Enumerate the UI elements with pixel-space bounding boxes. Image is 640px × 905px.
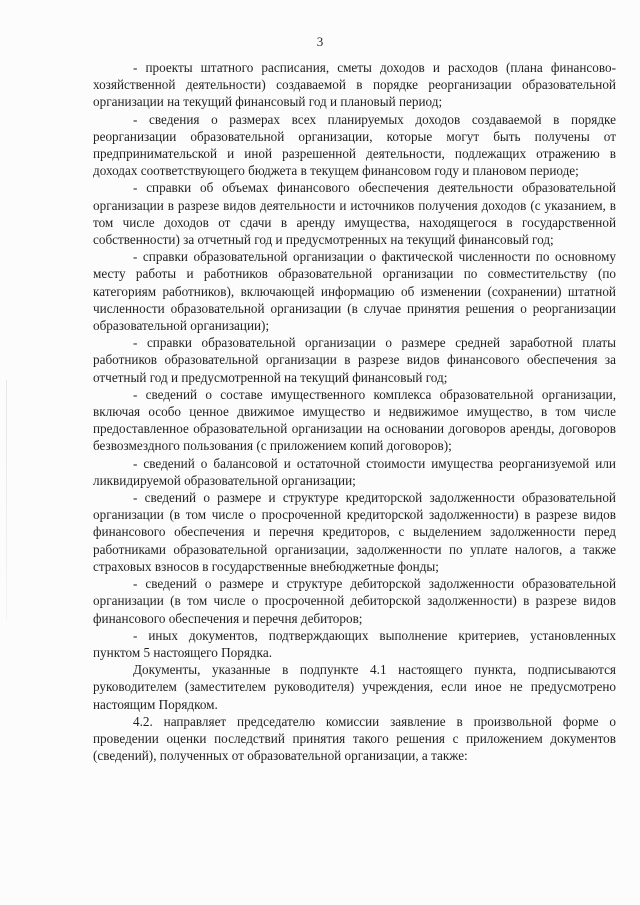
page-number: 3 bbox=[316, 34, 324, 49]
paragraph-signing: Документы, указанные в подпункте 4.1 настоящего пункта, подписываются руководителем (заместителем руководителя) учреждения, если иное не предусмотрено настоящим Порядком. bbox=[93, 662, 616, 712]
paragraph-receivables: - сведений о размере и структуре дебиторской задолженности образовательной организации (в том числе о просроченной дебиторской задолженности) в разрезе видов финансового обеспечения и перечня дебиторов; bbox=[93, 576, 616, 626]
paragraph-staff-schedule: - проекты штатного расписания, сметы доходов и расходов (плана финансово-хозяйственной деятельности) создаваемой в порядке реорганизации образовательной организации на текущий финансовый год и плановый период; bbox=[93, 60, 616, 110]
paragraph-property-complex: - сведений о составе имущественного комплекса образовательной организации, включая особо ценное движимое имущество и недвижимое имущество, в том числе предоставленное образовательной организации на основании договоров аренды, договоров безвозмездного пользования (с приложением копий договоров); bbox=[93, 386, 616, 454]
paragraph-financing-volume: - справки об объемах финансового обеспечения деятельности образовательной организации в разрезе видов деятельности и источников получения доходов (с указанием, в том числе доходов от сдачи в аренду имущества, находящегося в государственной собственности) за отчетный год и предусмотренных на текущий финансовый год; bbox=[93, 180, 616, 248]
scan-margin-shadow bbox=[6, 380, 7, 620]
paragraph-other-documents: - иных документов, подтверждающих выполнение критериев, установленных пунктом 5 настоящего Порядка. bbox=[93, 627, 616, 660]
paragraph-4-2: 4.2. направляет председателю комиссии заявление в произвольной форме о проведении оценки последствий принятия такого решения с приложением документов (сведений), полученных от образовательной организации, а также: bbox=[93, 713, 616, 764]
paragraph-planned-income: - сведения о размерах всех планируемых доходов создаваемой в порядке реорганизации образовательной организации, которые могут быть получены от предпринимательской и иной разрешенной деятельности, подлежащих отражению в доходах соответствующего бюджета в текущем финансовом году и плановом периоде; bbox=[93, 111, 616, 179]
paragraph-payables: - сведений о размере и структуре кредиторской задолженности образовательной организации (в том числе о просроченной кредиторской задолженности) в разрезе видов финансового обеспечения и перечня кредиторов, с выделением задолженности перед работниками образовательной организации, задолженности по уплате налогов, а также страховых взносов в государственные внебюджетные фонды; bbox=[93, 490, 616, 574]
paragraph-headcount: - справки образовательной организации о фактической численности по основному месту работы и работников образовательной организации по совместительству (по категориям работников), включающей информацию об изменении (сохранении) штатной численности образовательной организации (в случае принятия решения о реорганизации образовательной организации); bbox=[93, 249, 616, 334]
document-body bbox=[93, 59, 616, 764]
paragraph-property-value: - сведений о балансовой и остаточной стоимости имущества реорганизуемой или ликвидируемой образовательной организации; bbox=[93, 455, 616, 488]
paragraph-average-salary: - справки образовательной организации о размере средней заработной платы работников образовательной организации в разрезе видов финансового обеспечения за отчетный год и предусмотренной на текущий финансовый год; bbox=[93, 335, 616, 385]
